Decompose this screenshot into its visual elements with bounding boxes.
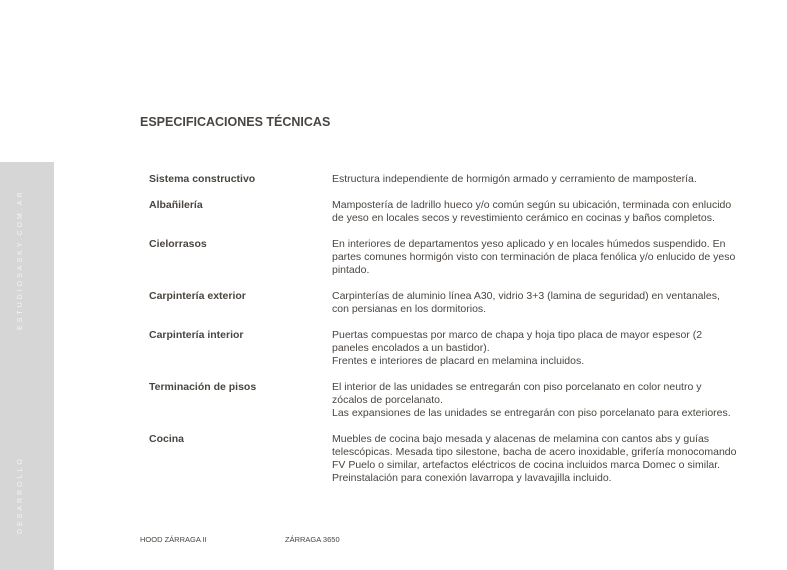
spec-row: [149, 173, 749, 186]
sidebar-band: [0, 162, 54, 570]
spec-description-line: FV Puelo o similar, artefactos eléctricos de cocina incluidos marca Domec o similar.: [332, 459, 721, 471]
spec-description-line: zócalos de porcelanato.: [332, 394, 443, 406]
spec-row: [149, 199, 749, 225]
spec-row: [149, 381, 749, 420]
spec-label: Cielorrasos: [149, 238, 207, 250]
spec-description-line: partes comunes hormigón visto con terminación de placa fenólica y/o enlucido de yeso: [332, 251, 736, 263]
spec-description-line: Preinstalación para conexión lavarropa y lavavajilla incluido.: [332, 472, 612, 484]
spec-description-line: telescópicas. Mesada tipo silestone, bacha de acero inoxidable, grifería monocomando: [332, 446, 737, 458]
spec-description: [332, 290, 747, 316]
footer-address: ZÁRRAGA 3650: [285, 535, 340, 544]
spec-label: Cocina: [149, 433, 185, 445]
spec-label: Carpintería exterior: [149, 290, 246, 302]
spec-description: [332, 433, 747, 485]
spec-description-line: En interiores de departamentos yeso aplicado y en locales húmedos suspendido. En: [332, 238, 726, 250]
spec-description-line: Frentes e interiores de placard en melamina incluidos.: [332, 355, 585, 367]
footer-project: HOOD ZÁRRAGA II: [140, 535, 207, 544]
specifications-list: [149, 173, 749, 498]
spec-row: [149, 238, 749, 277]
spec-label: Albañilería: [149, 199, 203, 211]
spec-description-line: Mampostería de ladrillo hueco y/o común según su ubicación, terminada con enlucido: [332, 199, 732, 211]
sidebar-website-text: ESTUDIOSASKY.COM.AR: [17, 189, 24, 330]
spec-description: [332, 381, 747, 420]
spec-description-line: paneles encolados a un bastidor).: [332, 342, 490, 354]
spec-description-line: Estructura independiente de hormigón armado y cerramiento de mampostería.: [332, 173, 697, 185]
spec-label: Sistema constructivo: [149, 173, 256, 185]
spec-description-line: Carpinterías de aluminio línea A30, vidrio 3+3 (lamina de seguridad) en ventanales,: [332, 290, 720, 302]
spec-description: [332, 199, 747, 225]
page-title: ESPECIFICACIONES TÉCNICAS: [140, 115, 331, 129]
spec-description-line: con persianas en los dormitorios.: [332, 303, 487, 315]
spec-description: [332, 173, 747, 186]
spec-description-line: El interior de las unidades se entregarán con piso porcelanato en color neutro y: [332, 381, 702, 393]
spec-description-line: pintado.: [332, 264, 370, 276]
sidebar-section-text: DESARROLLO: [17, 456, 24, 534]
spec-description-line: Las expansiones de las unidades se entregarán con piso porcelanato para exteriores.: [332, 407, 731, 419]
spec-description-line: Muebles de cocina bajo mesada y alacenas de melamina con cantos abs y guías: [332, 433, 710, 445]
spec-row: [149, 290, 749, 316]
spec-description-line: Puertas compuestas por marco de chapa y hoja tipo placa de mayor espesor (2: [332, 329, 703, 341]
spec-label: Carpintería interior: [149, 329, 244, 341]
spec-label: Terminación de pisos: [149, 381, 257, 393]
spec-row: [149, 329, 749, 368]
spec-row: [149, 433, 749, 485]
spec-description-line: de yeso en locales secos y revestimiento cerámico en cocinas y baños completos.: [332, 212, 715, 224]
spec-description: [332, 329, 747, 368]
spec-description: [332, 238, 747, 277]
